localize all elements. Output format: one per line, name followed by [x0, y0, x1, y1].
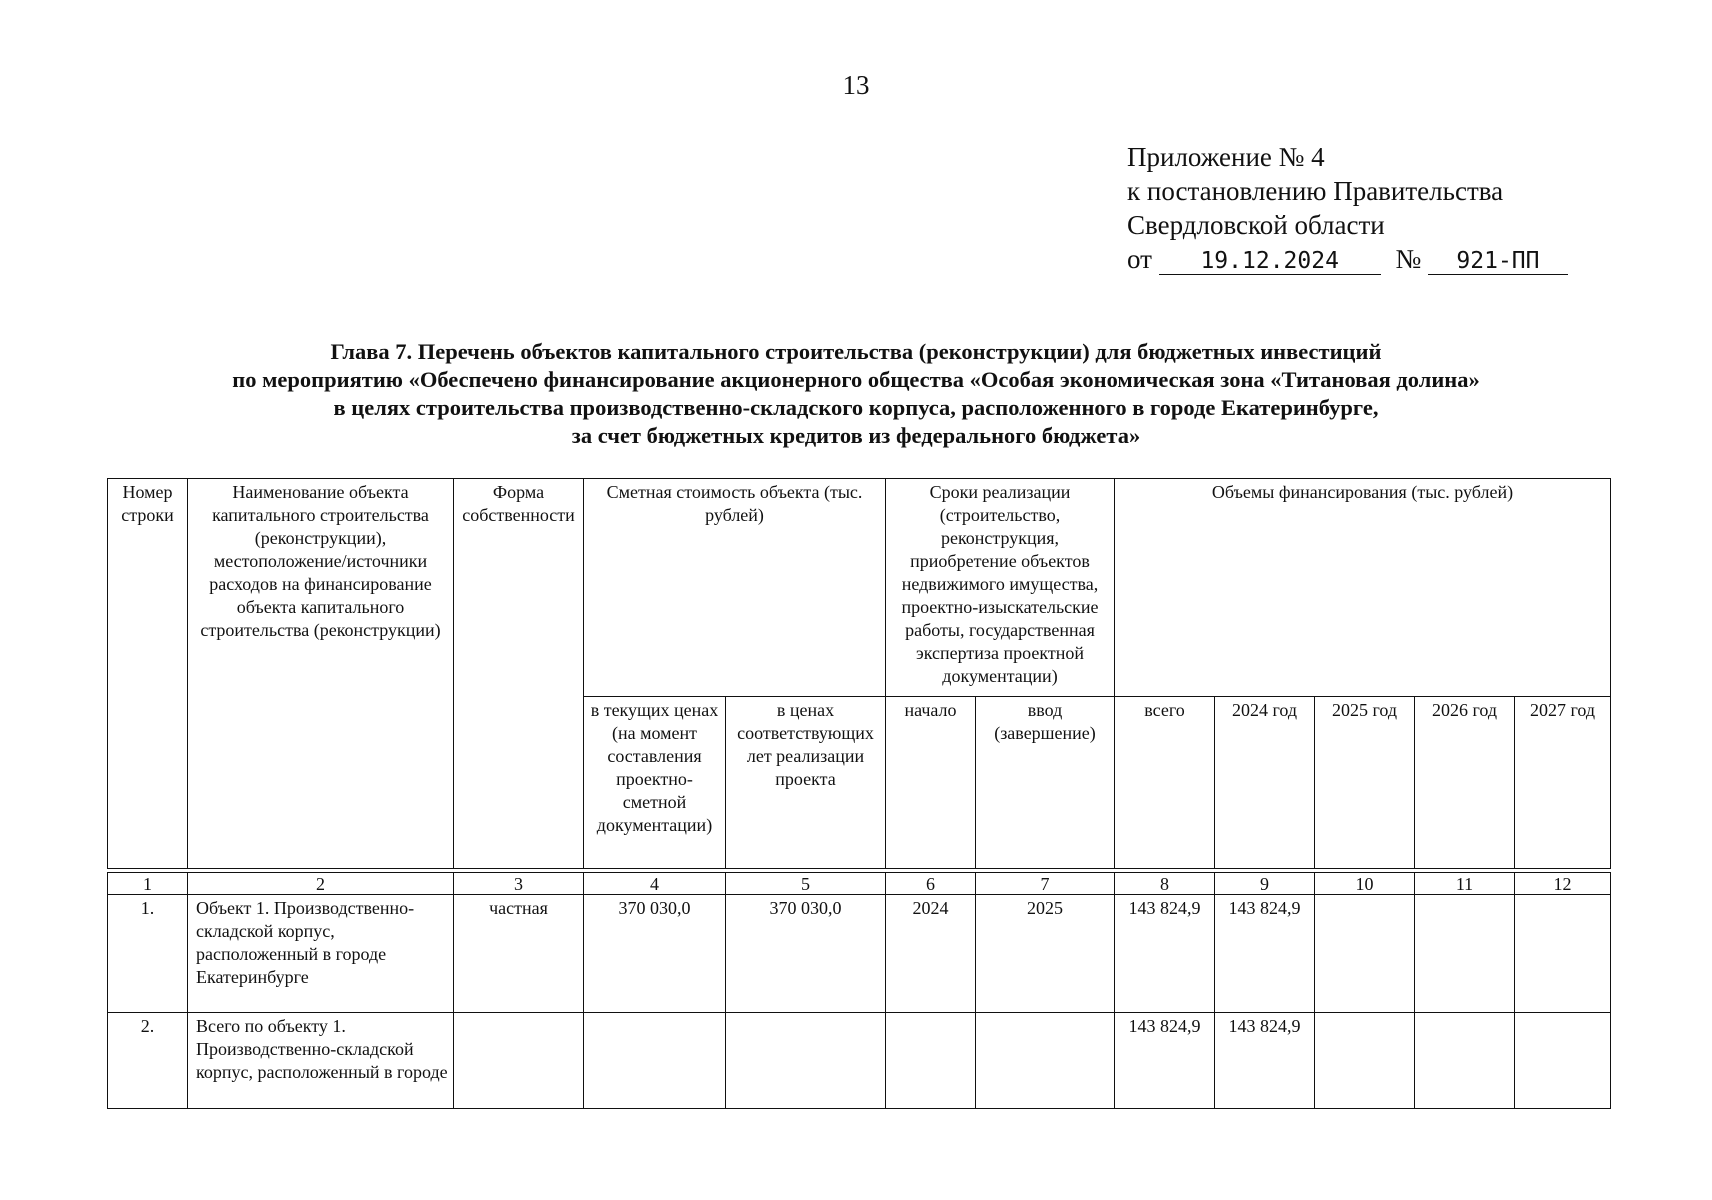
header-funding: Объемы финансирования (тыс. рублей): [1115, 479, 1611, 697]
from-label: от: [1127, 244, 1152, 274]
cell-start: [886, 1013, 976, 1109]
cell-completion: [976, 1013, 1115, 1109]
header-total: всего: [1115, 697, 1215, 869]
header-2025: 2025 год: [1315, 697, 1415, 869]
table-body: [107, 872, 1611, 1109]
cell-num: 1.: [108, 895, 188, 1013]
title-line-1: Глава 7. Перечень объектов капитального строительства (реконструкции) для бюджетных инвестиций: [330, 339, 1382, 364]
cell-completion: 2025: [976, 895, 1115, 1013]
column-number: 7: [976, 873, 1115, 895]
cell-2027: [1515, 1013, 1611, 1109]
header-year-prices: в ценах соответствующих лет реализации проекта: [726, 697, 886, 869]
column-number: 11: [1415, 873, 1515, 895]
cell-2025: [1315, 895, 1415, 1013]
header-row-number: Номер строки: [108, 479, 188, 869]
cell-start: 2024: [886, 895, 976, 1013]
column-numbers-row: [108, 873, 1611, 895]
cell-2026: [1415, 1013, 1515, 1109]
table-row: [108, 895, 1611, 1013]
column-number: 3: [454, 873, 584, 895]
cell-2027: [1515, 895, 1611, 1013]
cell-cost-current: 370 030,0: [584, 895, 726, 1013]
column-number: 9: [1215, 873, 1315, 895]
header-current-prices: в текущих ценах (на момент составления проектно-сметной документации): [584, 697, 726, 869]
chapter-title: [0, 338, 1712, 450]
cell-ownership: частная: [454, 895, 584, 1013]
header-ownership: Форма собственности: [454, 479, 584, 869]
cell-name: Объект 1. Производственно-складской корпус, расположенный в городе Екатеринбурге: [188, 895, 454, 1013]
header-start: начало: [886, 697, 976, 869]
cell-2024: 143 824,9: [1215, 895, 1315, 1013]
column-number: 4: [584, 873, 726, 895]
column-number: 10: [1315, 873, 1415, 895]
appendix-line-1: Приложение № 4: [1127, 142, 1325, 172]
cell-2024: 143 824,9: [1215, 1013, 1315, 1109]
resolution-number: 921-ПП: [1428, 248, 1568, 275]
header-2026: 2026 год: [1415, 697, 1515, 869]
column-number: 1: [108, 873, 188, 895]
page-number: 13: [842, 70, 870, 100]
title-line-4: за счет бюджетных кредитов из федерального бюджета»: [571, 423, 1141, 448]
appendix-block: [1127, 140, 1568, 276]
header-completion: ввод (завершение): [976, 697, 1115, 869]
header-2027: 2027 год: [1515, 697, 1611, 869]
resolution-date: 19.12.2024: [1159, 248, 1381, 275]
cell-num: 2.: [108, 1013, 188, 1109]
cell-cost-years: [726, 1013, 886, 1109]
cell-2025: [1315, 1013, 1415, 1109]
column-number: 6: [886, 873, 976, 895]
column-number: 2: [188, 873, 454, 895]
title-line-3: в целях строительства производственно-складского корпуса, расположенного в городе Екатеринбурге,: [333, 395, 1379, 420]
appendix-date-line: [1127, 242, 1568, 276]
appendix-line-2: к постановлению Правительства: [1127, 176, 1504, 206]
table-header: [107, 478, 1611, 869]
cell-total: 143 824,9: [1115, 895, 1215, 1013]
table-row: [108, 1013, 1611, 1109]
column-number: 5: [726, 873, 886, 895]
cell-ownership: [454, 1013, 584, 1109]
cell-cost-current: [584, 1013, 726, 1109]
cell-name: Всего по объекту 1. Производственно-складской корпус, расположенный в городе: [188, 1013, 454, 1109]
cell-cost-years: 370 030,0: [726, 895, 886, 1013]
header-timeline: Сроки реализации (строительство, реконструкция, приобретение объектов недвижимого имущества, проектно-изыскательские работы, государственная экспертиза проектной документации): [886, 479, 1115, 697]
cell-2026: [1415, 895, 1515, 1013]
appendix-line-3: Свердловской области: [1127, 210, 1385, 240]
number-label: №: [1395, 244, 1422, 274]
header-object-name: Наименование объекта капитального строительства (реконструкции), местоположение/источники расходов на финансирование объекта капитального строительства (реконструкции): [188, 479, 454, 869]
column-number: 8: [1115, 873, 1215, 895]
title-line-2: по мероприятию «Обеспечено финансирование акционерного общества «Особая экономическая зона «Титановая долина»: [232, 367, 1480, 392]
header-2024: 2024 год: [1215, 697, 1315, 869]
column-number: 12: [1515, 873, 1611, 895]
header-estimated-cost: Сметная стоимость объекта (тыс. рублей): [584, 479, 886, 697]
cell-total: 143 824,9: [1115, 1013, 1215, 1109]
